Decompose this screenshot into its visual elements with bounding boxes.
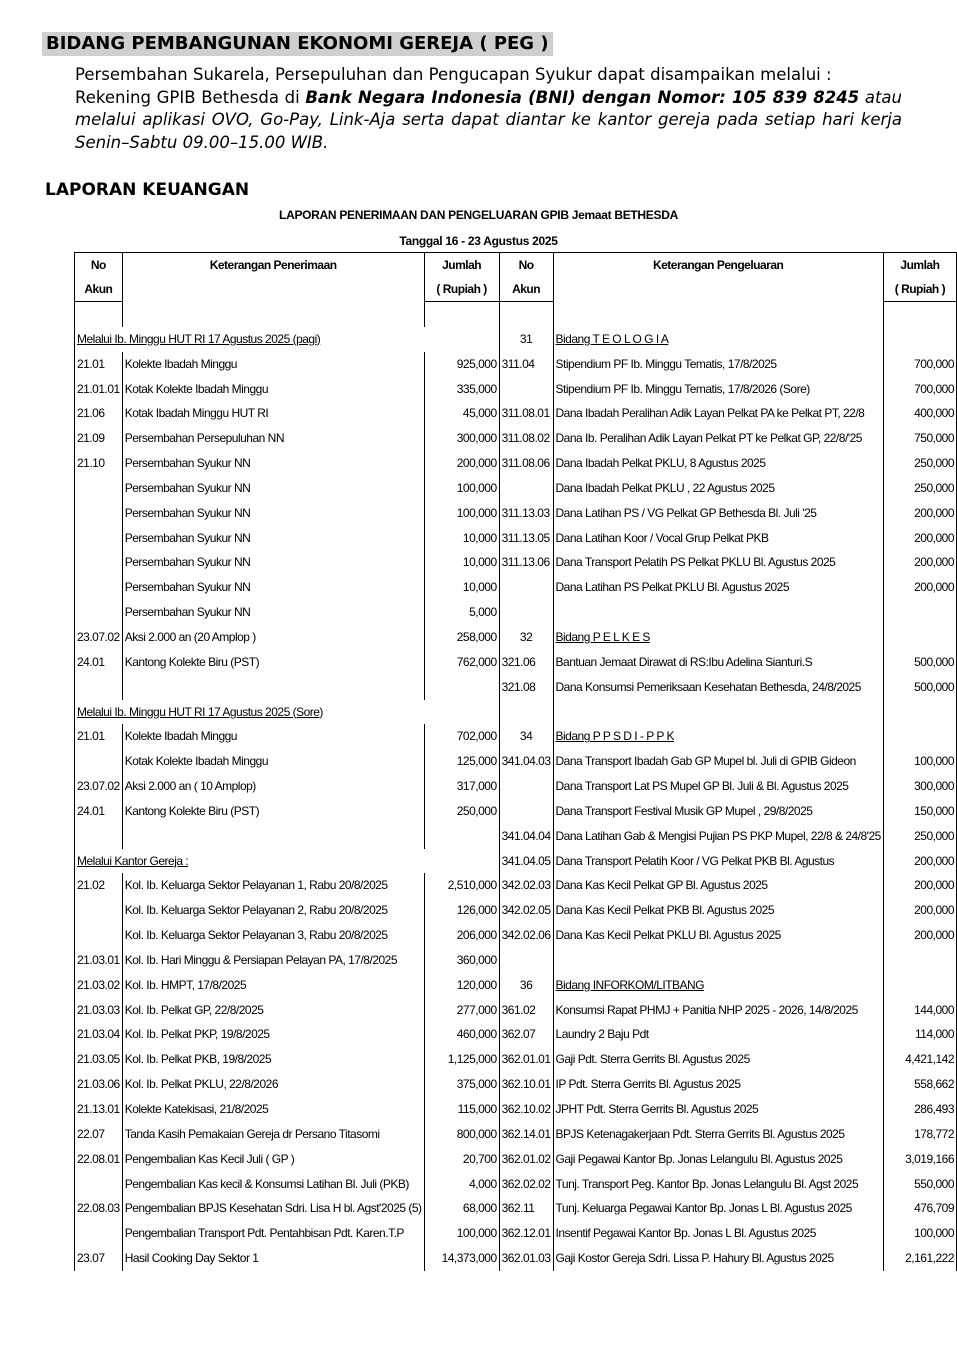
income-description: Persembahan Persepuluhan NN: [122, 426, 424, 451]
income-amount: 68,000: [424, 1196, 499, 1221]
expense-account-no: [499, 799, 553, 824]
expense-account-no: 362.01.03: [499, 1246, 553, 1271]
income-description: Kol. Ib. Keluarga Sektor Pelayanan 2, Rabu 20/8/2025: [122, 898, 424, 923]
expense-description: Bantuan Jemaat Dirawat di RS:Ibu Adelina Sianturi.S: [553, 650, 883, 675]
table-row: [75, 327, 957, 352]
expense-account-no: 31: [499, 327, 553, 352]
expense-description: Dana Kas Kecil Pelkat GP Bl. Agustus 2025: [553, 873, 883, 898]
expense-amount: 3,019,166: [883, 1147, 956, 1172]
income-account-no: 21.01.01: [75, 377, 123, 402]
table-row: [75, 824, 957, 849]
expense-description: Gaji Kostor Gereja Sdri. Lissa P. Hahury Bl. Agustus 2025: [553, 1246, 883, 1271]
income-account-no: [75, 575, 123, 600]
expense-description: Gaji Pegawai Kantor Bp. Jonas Lelangulu Bl. Agustus 2025: [553, 1147, 883, 1172]
expense-account-no: 311.13.05: [499, 526, 553, 551]
expense-account-no: 341.04.05: [499, 849, 553, 874]
expense-description: Dana Transport Pelatih Koor / VG Pelkat PKB Bl. Agustus: [553, 849, 883, 874]
page-title: BIDANG PEMBANGUNAN EKONOMI GEREJA ( PEG ): [42, 32, 553, 56]
expense-account-no: 342.02.03: [499, 873, 553, 898]
income-account-no: [75, 675, 123, 700]
income-account-no: [75, 476, 123, 501]
table-row: [75, 600, 957, 625]
income-description: Kantong Kolekte Biru (PST): [122, 799, 424, 824]
expense-description: Dana Kas Kecil Pelkat PKB Bl. Agustus 2025: [553, 898, 883, 923]
expense-account-no: 341.04.04: [499, 824, 553, 849]
expense-description: Dana Ibadah Pelkat PKLU, 8 Agustus 2025: [553, 451, 883, 476]
income-description: Pengembalian Kas kecil & Konsumsi Latihan Bl. Juli (PKB): [122, 1172, 424, 1197]
table-row: [75, 650, 957, 675]
table-row: [75, 1221, 957, 1246]
table-row: [75, 1172, 957, 1197]
income-amount: 300,000: [424, 426, 499, 451]
income-account-no: [75, 302, 123, 327]
table-row: [75, 724, 957, 749]
income-account-no: 22.07: [75, 1122, 123, 1147]
income-account-no: 21.01: [75, 724, 123, 749]
income-group-heading: Melalui Ib. Minggu HUT RI 17 Agustus 2025 (pagi): [75, 327, 500, 352]
income-description: Kol. Ib. Pelkat PKLU, 22/8/2026: [122, 1072, 424, 1097]
table-row: [75, 873, 957, 898]
income-account-no: 21.03.01: [75, 948, 123, 973]
header-rupiah-in: ( Rupiah ): [424, 277, 499, 302]
intro-bank-prefix: Rekening GPIB Bethesda di: [75, 87, 306, 107]
header-jumlah-in: Jumlah: [424, 253, 499, 278]
income-amount: 762,000: [424, 650, 499, 675]
expense-description: Dana Konsumsi Pemeriksaan Kesehatan Bethesda, 24/8/2025: [553, 675, 883, 700]
expense-description: Dana Transport Lat PS Mupel GP Bl. Juli & Bl. Agustus 2025: [553, 774, 883, 799]
expense-amount: 200,000: [883, 849, 956, 874]
intro-line-1: Persembahan Sukarela, Persepuluhan dan Pengucapan Syukur dapat disampaikan melalui :: [75, 65, 832, 84]
table-row: [75, 1097, 957, 1122]
income-group-heading: Melalui Ib. Minggu HUT RI 17 Agustus 2025 (Sore): [75, 700, 500, 725]
income-account-no: [75, 600, 123, 625]
table-row: [75, 948, 957, 973]
expense-amount: [883, 327, 956, 352]
expense-amount: 250,000: [883, 824, 956, 849]
income-description: Kotak Ibadah Minggu HUT RI: [122, 401, 424, 426]
expense-description: Laundry 2 Baju Pdt: [553, 1022, 883, 1047]
income-amount: 335,000: [424, 377, 499, 402]
expense-amount: [883, 948, 956, 973]
expense-amount: 550,000: [883, 1172, 956, 1197]
expense-amount: 150,000: [883, 799, 956, 824]
expense-account-no: 362.14.01: [499, 1122, 553, 1147]
table-header-row: [75, 253, 957, 278]
report-title: LAPORAN PENERIMAAN DAN PENGELUARAN GPIB Jemaat BETHESDA: [279, 208, 678, 222]
table-row: [75, 426, 957, 451]
expense-amount: 144,000: [883, 998, 956, 1023]
expense-description: IP Pdt. Sterra Gerrits Bl. Agustus 2025: [553, 1072, 883, 1097]
table-row: [75, 302, 957, 327]
income-amount: 115,000: [424, 1097, 499, 1122]
table-row: [75, 401, 957, 426]
expense-account-no: 321.06: [499, 650, 553, 675]
income-account-no: [75, 923, 123, 948]
expense-amount: 700,000: [883, 352, 956, 377]
income-amount: 360,000: [424, 948, 499, 973]
income-account-no: [75, 749, 123, 774]
expense-description: Insentif Pegawai Kantor Bp. Jonas L Bl. Agustus 2025: [553, 1221, 883, 1246]
expense-group-heading: Bidang P P S D I - P P K: [553, 724, 883, 749]
table-row: [75, 1147, 957, 1172]
income-description: Kotak Kolekte Ibadah Minggu: [122, 749, 424, 774]
expense-amount: [883, 302, 956, 327]
table-row: [75, 501, 957, 526]
income-account-no: [75, 1221, 123, 1246]
table-row: [75, 849, 957, 874]
expense-account-no: 362.12.01: [499, 1221, 553, 1246]
expense-description: Dana Latihan Koor / Vocal Grup Pelkat PKB: [553, 526, 883, 551]
expense-account-no: 361.02: [499, 998, 553, 1023]
expense-account-no: 311.04: [499, 352, 553, 377]
income-description: Pengembalian BPJS Kesehatan Sdri. Lisa H bl. Agst'2025 (5): [122, 1196, 424, 1221]
expense-account-no: 362.11: [499, 1196, 553, 1221]
header-jumlah-out: Jumlah: [883, 253, 956, 278]
income-amount: 5,000: [424, 600, 499, 625]
expense-amount: 476,709: [883, 1196, 956, 1221]
expense-amount: 250,000: [883, 476, 956, 501]
income-account-no: [75, 526, 123, 551]
income-description: Kantong Kolekte Biru (PST): [122, 650, 424, 675]
income-description: Kotak Kolekte Ibadah Minggu: [122, 377, 424, 402]
expense-account-no: 311.13.03: [499, 501, 553, 526]
income-amount: 45,000: [424, 401, 499, 426]
expense-account-no: 34: [499, 724, 553, 749]
income-description: Kol. Ib. Hari Minggu & Persiapan Pelayan PA, 17/8/2025: [122, 948, 424, 973]
income-amount: [424, 675, 499, 700]
table-row: [75, 550, 957, 575]
table-row: [75, 774, 957, 799]
income-account-no: 21.06: [75, 401, 123, 426]
income-description: Aksi 2.000 an (20 Amplop ): [122, 625, 424, 650]
expense-description: Dana Ib. Peralihan Adik Layan Pelkat PT ke Pelkat GP, 22/8/'25: [553, 426, 883, 451]
income-description: Kol. Ib. HMPT, 17/8/2025: [122, 973, 424, 998]
income-amount: 2,510,000: [424, 873, 499, 898]
expense-account-no: [499, 377, 553, 402]
income-amount: 10,000: [424, 550, 499, 575]
income-amount: 100,000: [424, 501, 499, 526]
expense-amount: 286,493: [883, 1097, 956, 1122]
expense-account-no: 362.10.01: [499, 1072, 553, 1097]
table-row: [75, 799, 957, 824]
expense-account-no: [499, 476, 553, 501]
income-account-no: 21.02: [75, 873, 123, 898]
income-description: Kolekte Ibadah Minggu: [122, 724, 424, 749]
expense-account-no: 362.01.01: [499, 1047, 553, 1072]
expense-account-no: 36: [499, 973, 553, 998]
income-account-no: 21.03.02: [75, 973, 123, 998]
income-amount: 317,000: [424, 774, 499, 799]
expense-amount: 400,000: [883, 401, 956, 426]
expense-description: Dana Transport Festival Musik GP Mupel , 29/8/2025: [553, 799, 883, 824]
expense-description: Dana Latihan PS / VG Pelkat GP Bethesda Bl. Juli '25: [553, 501, 883, 526]
table-row: [75, 1047, 957, 1072]
expense-description: Dana Transport Ibadah Gab GP Mupel bl. Juli di GPIB Gideon: [553, 749, 883, 774]
expense-amount: 200,000: [883, 873, 956, 898]
expense-account-no: 32: [499, 625, 553, 650]
income-description: Kol. Ib. Keluarga Sektor Pelayanan 3, Rabu 20/8/2025: [122, 923, 424, 948]
income-description: Kolekte Katekisasi, 21/8/2025: [122, 1097, 424, 1122]
expense-account-no: 311.08.06: [499, 451, 553, 476]
expense-account-no: 311.13.06: [499, 550, 553, 575]
expense-amount: 500,000: [883, 650, 956, 675]
intro-bank-suffix: atau: [859, 87, 902, 107]
income-amount: 100,000: [424, 1221, 499, 1246]
income-amount: 258,000: [424, 625, 499, 650]
expense-account-no: [499, 302, 553, 327]
expense-description: [553, 948, 883, 973]
income-description: Kolekte Ibadah Minggu: [122, 352, 424, 377]
income-account-no: [75, 501, 123, 526]
expense-account-no: 311.08.01: [499, 401, 553, 426]
income-account-no: 22.08.03: [75, 1196, 123, 1221]
income-description: [122, 824, 424, 849]
expense-description: Dana Transport Pelatih PS Pelkat PKLU Bl. Agustus 2025: [553, 550, 883, 575]
header-no-out: No: [499, 253, 553, 278]
table-row: [75, 998, 957, 1023]
expense-description: Dana Kas Kecil Pelkat PKLU Bl. Agustus 2025: [553, 923, 883, 948]
expense-amount: [883, 600, 956, 625]
income-amount: 277,000: [424, 998, 499, 1023]
income-description: [122, 302, 424, 327]
income-amount: 20,700: [424, 1147, 499, 1172]
expense-amount: 700,000: [883, 377, 956, 402]
expense-description: [553, 600, 883, 625]
bank-account-number: Bank Negara Indonesia (BNI) dengan Nomor: 105 839 8245: [305, 87, 860, 107]
income-amount: [424, 824, 499, 849]
table-row: [75, 1196, 957, 1221]
header-no-in: No: [75, 253, 123, 278]
expense-amount: 200,000: [883, 898, 956, 923]
intro-line-4: Senin–Sabtu 09.00–15.00 WIB.: [75, 132, 329, 152]
income-account-no: 21.03.05: [75, 1047, 123, 1072]
income-account-no: [75, 1172, 123, 1197]
income-amount: 1,125,000: [424, 1047, 499, 1072]
income-amount: 126,000: [424, 898, 499, 923]
income-description: Persembahan Syukur NN: [122, 451, 424, 476]
income-account-no: 21.09: [75, 426, 123, 451]
income-account-no: 24.01: [75, 650, 123, 675]
income-amount: 10,000: [424, 526, 499, 551]
income-amount: 125,000: [424, 749, 499, 774]
expense-amount: 200,000: [883, 923, 956, 948]
income-description: Persembahan Syukur NN: [122, 476, 424, 501]
header-ket-penerimaan: Keterangan Penerimaan: [122, 253, 424, 302]
section-title: LAPORAN KEUANGAN: [45, 180, 250, 200]
income-account-no: 21.03.04: [75, 1022, 123, 1047]
expense-description: Dana Ibadah Pelkat PKLU , 22 Agustus 2025: [553, 476, 883, 501]
income-description: Pengembalian Transport Pdt. Pentahbisan Pdt. Karen.T.P: [122, 1221, 424, 1246]
income-amount: 120,000: [424, 973, 499, 998]
table-row: [75, 923, 957, 948]
expense-description: JPHT Pdt. Sterra Gerrits Bl. Agustus 2025: [553, 1097, 883, 1122]
income-description: Kol. Ib. Pelkat GP, 22/8/2025: [122, 998, 424, 1023]
income-amount: 200,000: [424, 451, 499, 476]
expense-account-no: 362.07: [499, 1022, 553, 1047]
income-description: Kol. Ib. Keluarga Sektor Pelayanan 1, Rabu 20/8/2025: [122, 873, 424, 898]
income-account-no: 23.07.02: [75, 774, 123, 799]
expense-amount: 114,000: [883, 1022, 956, 1047]
income-amount: 702,000: [424, 724, 499, 749]
expense-description: Tunj. Keluarga Pegawai Kantor Bp. Jonas L Bl. Agustus 2025: [553, 1196, 883, 1221]
expense-description: Dana Latihan Gab & Mengisi Pujian PS PKP Mupel, 22/8 & 24/8'25: [553, 824, 883, 849]
table-row: [75, 1072, 957, 1097]
income-description: [122, 675, 424, 700]
income-amount: 10,000: [424, 575, 499, 600]
income-amount: 925,000: [424, 352, 499, 377]
expense-description: Stipendium PF Ib. Minggu Tematis, 17/8/2026 (Sore): [553, 377, 883, 402]
table-row: [75, 625, 957, 650]
expense-account-no: [499, 600, 553, 625]
expense-amount: 100,000: [883, 1221, 956, 1246]
income-amount: 206,000: [424, 923, 499, 948]
expense-amount: [883, 625, 956, 650]
expense-description: Stipendium PF Ib. Minggu Tematis, 17/8/2025: [553, 352, 883, 377]
expense-description: Tunj. Transport Peg. Kantor Bp. Jonas Lelangulu Bl. Agst 2025: [553, 1172, 883, 1197]
expense-amount: 200,000: [883, 575, 956, 600]
expense-amount: 200,000: [883, 526, 956, 551]
expense-amount: 4,421,142: [883, 1047, 956, 1072]
expense-account-no: [499, 575, 553, 600]
expense-amount: 2,161,222: [883, 1246, 956, 1271]
table-row: [75, 575, 957, 600]
expense-account-no: 362.10.02: [499, 1097, 553, 1122]
expense-account-no: 341.04.03: [499, 749, 553, 774]
expense-account-no: 321.08: [499, 675, 553, 700]
expense-group-heading: Bidang T E O L O G I A: [553, 327, 883, 352]
income-amount: 4,000: [424, 1172, 499, 1197]
income-account-no: 21.03.03: [75, 998, 123, 1023]
income-amount: 14,373,000: [424, 1246, 499, 1271]
income-description: Persembahan Syukur NN: [122, 550, 424, 575]
income-description: Persembahan Syukur NN: [122, 526, 424, 551]
table-row: [75, 1246, 957, 1271]
income-account-no: 21.03.06: [75, 1072, 123, 1097]
table-row: [75, 973, 957, 998]
expense-amount: 300,000: [883, 774, 956, 799]
finance-table-body: [75, 302, 957, 1271]
income-description: Kol. Ib. Pelkat PKB, 19/8/2025: [122, 1047, 424, 1072]
expense-account-no: [499, 774, 553, 799]
expense-description: Konsumsi Rapat PHMJ + Panitia NHP 2025 - 2026, 14/8/2025: [553, 998, 883, 1023]
expense-amount: [883, 973, 956, 998]
income-group-heading: Melalui Kantor Gereja :: [75, 849, 500, 874]
income-account-no: 21.10: [75, 451, 123, 476]
expense-description: BPJS Ketenagakerjaan Pdt. Sterra Gerrits Bl. Agustus 2025: [553, 1122, 883, 1147]
expense-amount: 200,000: [883, 550, 956, 575]
table-row: [75, 377, 957, 402]
income-amount: 375,000: [424, 1072, 499, 1097]
expense-amount: 558,662: [883, 1072, 956, 1097]
income-account-no: 23.07: [75, 1246, 123, 1271]
header-akun-in: Akun: [75, 277, 123, 302]
income-description: Hasil Cooking Day Sektor 1: [122, 1246, 424, 1271]
income-account-no: [75, 898, 123, 923]
income-description: Persembahan Syukur NN: [122, 501, 424, 526]
expense-amount: 750,000: [883, 426, 956, 451]
income-account-no: 23.07.02: [75, 625, 123, 650]
income-amount: 250,000: [424, 799, 499, 824]
income-description: Tanda Kasih Pemakaian Gereja dr Persano Titasomi: [122, 1122, 424, 1147]
income-amount: 460,000: [424, 1022, 499, 1047]
expense-amount: 100,000: [883, 749, 956, 774]
table-row: [75, 1122, 957, 1147]
income-description: Aksi 2.000 an ( 10 Amplop): [122, 774, 424, 799]
expense-description: [553, 700, 883, 725]
table-row: [75, 749, 957, 774]
table-row: [75, 526, 957, 551]
expense-account-no: [499, 948, 553, 973]
expense-description: Dana Ibadah Peralihan Adik Layan Pelkat PA ke Pelkat PT, 22/8: [553, 401, 883, 426]
header-akun-out: Akun: [499, 277, 553, 302]
expense-description: [553, 302, 883, 327]
header-rupiah-out: ( Rupiah ): [883, 277, 956, 302]
expense-account-no: 362.02.02: [499, 1172, 553, 1197]
table-row: [75, 451, 957, 476]
expense-account-no: 342.02.05: [499, 898, 553, 923]
expense-amount: 250,000: [883, 451, 956, 476]
report-date: Tanggal 16 - 23 Agustus 2025: [399, 234, 558, 248]
income-account-no: 21.13.01: [75, 1097, 123, 1122]
expense-description: Dana Latihan PS Pelkat PKLU Bl. Agustus 2025: [553, 575, 883, 600]
expense-description: Gaji Pdt. Sterra Gerrits Bl. Agustus 2025: [553, 1047, 883, 1072]
expense-amount: 200,000: [883, 501, 956, 526]
expense-account-no: [499, 700, 553, 725]
table-row: [75, 352, 957, 377]
expense-amount: [883, 700, 956, 725]
expense-amount: 178,772: [883, 1122, 956, 1147]
income-description: Persembahan Syukur NN: [122, 575, 424, 600]
table-row: [75, 898, 957, 923]
income-account-no: 22.08.01: [75, 1147, 123, 1172]
income-account-no: 21.01: [75, 352, 123, 377]
table-row: [75, 476, 957, 501]
table-row: [75, 700, 957, 725]
finance-table: [74, 252, 957, 1271]
income-account-no: [75, 550, 123, 575]
expense-amount: [883, 724, 956, 749]
income-account-no: [75, 824, 123, 849]
income-description: Pengembalian Kas Kecil Juli ( GP ): [122, 1147, 424, 1172]
income-description: Kol. Ib. Pelkat PKP, 19/8/2025: [122, 1022, 424, 1047]
income-amount: [424, 302, 499, 327]
table-row: [75, 1022, 957, 1047]
intro-line-2: [75, 87, 902, 110]
intro-paragraph: [75, 64, 902, 154]
income-amount: 800,000: [424, 1122, 499, 1147]
expense-account-no: 342.02.06: [499, 923, 553, 948]
table-row: [75, 675, 957, 700]
header-ket-pengeluaran: Keterangan Pengeluaran: [553, 253, 883, 302]
expense-group-heading: Bidang INFORKOM/LITBANG: [553, 973, 883, 998]
income-account-no: 24.01: [75, 799, 123, 824]
expense-account-no: 362.01.02: [499, 1147, 553, 1172]
expense-account-no: 311.08.02: [499, 426, 553, 451]
intro-line-3: melalui aplikasi OVO, Go-Pay, Link-Aja serta dapat diantar ke kantor gereja pada setiap hari kerja: [75, 110, 902, 129]
expense-group-heading: Bidang P E L K E S: [553, 625, 883, 650]
income-amount: 100,000: [424, 476, 499, 501]
income-description: Persembahan Syukur NN: [122, 600, 424, 625]
expense-amount: 500,000: [883, 675, 956, 700]
